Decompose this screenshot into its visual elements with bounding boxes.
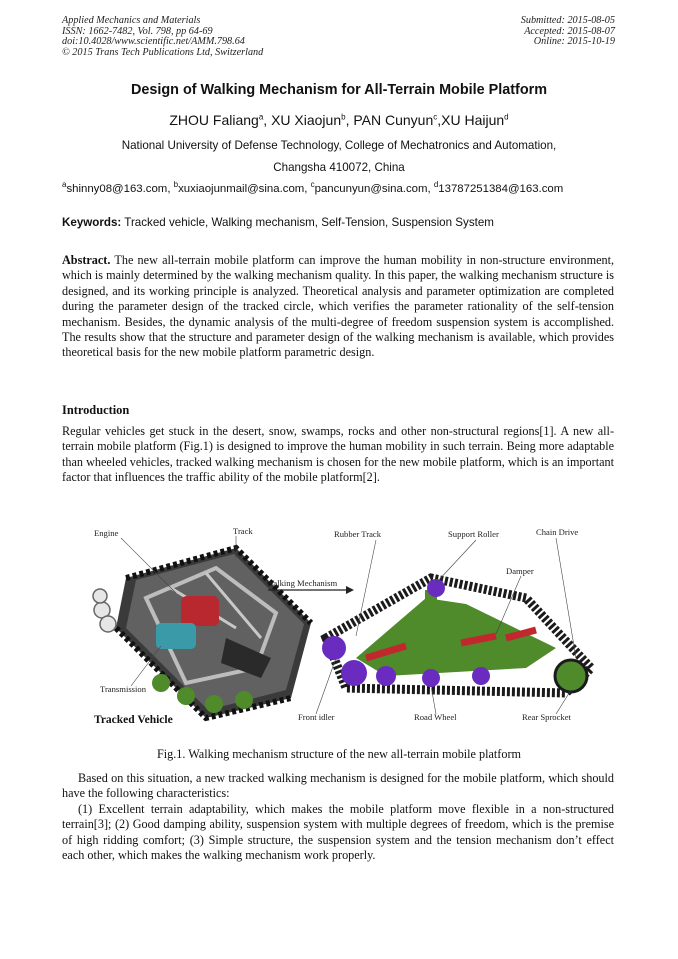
keywords bbox=[62, 216, 622, 229]
transmission-block bbox=[156, 623, 196, 649]
label-support-roller: Support Roller bbox=[448, 529, 499, 539]
front-wheels bbox=[93, 589, 116, 632]
copyright-line: © 2015 Trans Tech Publications Ltd, Switzerland bbox=[62, 46, 264, 58]
author-sup: b bbox=[341, 112, 346, 122]
affiliation-line-2: Changsha 410072, China bbox=[273, 161, 405, 174]
label-chain-drive: Chain Drive bbox=[536, 527, 579, 537]
arrow-head bbox=[346, 586, 354, 594]
label-engine: Engine bbox=[94, 528, 119, 538]
affiliation-line-1: National University of Defense Technology, College of Mechatronics and Automation, bbox=[121, 139, 557, 152]
label-damper: Damper bbox=[506, 566, 534, 576]
engine-block bbox=[181, 596, 219, 626]
email-sup: b bbox=[173, 180, 179, 189]
email-address: 13787251384@163.com bbox=[438, 182, 564, 195]
figure-1 bbox=[86, 518, 606, 740]
author-sup: c bbox=[433, 112, 438, 122]
walking-mechanism-render bbox=[322, 578, 591, 693]
author-sep: , bbox=[345, 112, 354, 128]
issn-line: ISSN: 1662-7482, Vol. 798, pp 64-69 bbox=[62, 25, 213, 37]
abstract bbox=[62, 253, 614, 361]
author-name: ZHOU Faliang bbox=[169, 112, 259, 128]
label-track: Track bbox=[233, 526, 253, 536]
walking-mechanism-illustration bbox=[86, 518, 606, 740]
intro-paragraph: Regular vehicles get stuck in the desert, snow, swamps, rocks and other non-structural regions[1]. A new all-terrain mobile platform (Fig.1) is designed to improve the human mobility in such terrain. Being more adaptable than wheeled vehicles, tracked walking mechanism is chosen for the new mobile platform, which is an important factor that influences the traffic ability of the mobile platform[2]. bbox=[62, 424, 614, 485]
keywords-label: Keywords: bbox=[62, 216, 122, 229]
author-sep: , bbox=[263, 112, 272, 128]
doi-line: doi:10.4028/www.scientific.net/AMM.798.64 bbox=[62, 36, 245, 48]
label-road-wheel: Road Wheel bbox=[414, 712, 457, 722]
email-sep: , bbox=[167, 182, 174, 195]
submitted-date: Submitted: 2015-08-05 bbox=[520, 15, 615, 26]
email-sep: , bbox=[427, 182, 434, 195]
dates-header bbox=[521, 16, 615, 48]
journal-name: Applied Mechanics and Materials bbox=[62, 15, 201, 26]
author-name: PAN Cunyun bbox=[353, 112, 434, 128]
email-list bbox=[62, 180, 622, 195]
label-rear-sprocket: Rear Sprocket bbox=[522, 712, 571, 722]
figure-caption: Fig.1. Walking mechanism structure of the new all-terrain mobile platform bbox=[157, 747, 521, 761]
email-sep: , bbox=[304, 182, 311, 195]
author-sup: a bbox=[258, 112, 264, 122]
accepted-date: Accepted: 2015-08-07 bbox=[524, 25, 615, 37]
email-sup: d bbox=[433, 180, 439, 189]
author-name: XU Haijun bbox=[441, 112, 505, 128]
email-address: shinny08@163.com bbox=[66, 182, 168, 195]
label-rubber-track: Rubber Track bbox=[334, 529, 382, 539]
section-heading-introduction: Introduction bbox=[62, 403, 130, 417]
green-frame bbox=[356, 598, 556, 676]
author-name: XU Xiaojun bbox=[271, 112, 342, 128]
label-front-idler: Front idler bbox=[298, 712, 335, 722]
author-sup: d bbox=[504, 112, 509, 122]
journal-header bbox=[62, 16, 263, 58]
rear-sprocket bbox=[555, 660, 587, 692]
label-tracked-vehicle: Tracked Vehicle bbox=[94, 714, 173, 726]
online-date: Online: 2015-10-19 bbox=[533, 36, 615, 48]
email-sup: c bbox=[310, 180, 315, 189]
abstract-text: The new all-terrain mobile platform can improve the human mobility in non-structure environment, which is mainly determined by the walking mechanism quality. In this paper, the walking mechanism structure is designed, and its working principle is analyzed. Theoretical analysis and parameter optimization are completed during the parameter design of the tracked circle, which verifies the parameter rationality of the self-tension mechanism. Besides, the dynamic analysis of the multi-degree of freedom suspension system is accomplished. The results show that the structure and parameter design of the walking mechanism is available, which provides theoretical basis for the new mobile platform parametric design. bbox=[62, 253, 615, 360]
keywords-text: Tracked vehicle, Walking mechanism, Self-Tension, Suspension System bbox=[124, 216, 494, 229]
body-paragraph-1: Based on this situation, a new tracked walking mechanism is designed for the mobile platform, which should have the following characteristics: bbox=[62, 771, 614, 801]
label-transmission: Transmission bbox=[100, 684, 147, 694]
paper-title: Design of Walking Mechanism for All-Terrain Mobile Platform bbox=[130, 82, 548, 98]
label-walking-mechanism: Walking Mechanism bbox=[266, 578, 338, 588]
body-paragraph-2: (1) Excellent terrain adaptability, which makes the mobile platform move flexible in a non-structured terrain[3]; (2) Good damping ability, suspension system with multiple degrees of freedom, which is the premise of high ridding comfort; (3) Simple structure, the suspension system and the tension mechanism don’t effect each other, which makes the walking mechanism work properly. bbox=[62, 802, 614, 863]
abstract-label: Abstract. bbox=[62, 253, 111, 267]
email-sup: a bbox=[62, 180, 67, 189]
email-address: pancunyun@sina.com bbox=[314, 182, 428, 195]
email-address: xuxiaojunmail@sina.com bbox=[178, 182, 305, 195]
author-list bbox=[0, 112, 678, 128]
author-sep: , bbox=[437, 112, 442, 128]
